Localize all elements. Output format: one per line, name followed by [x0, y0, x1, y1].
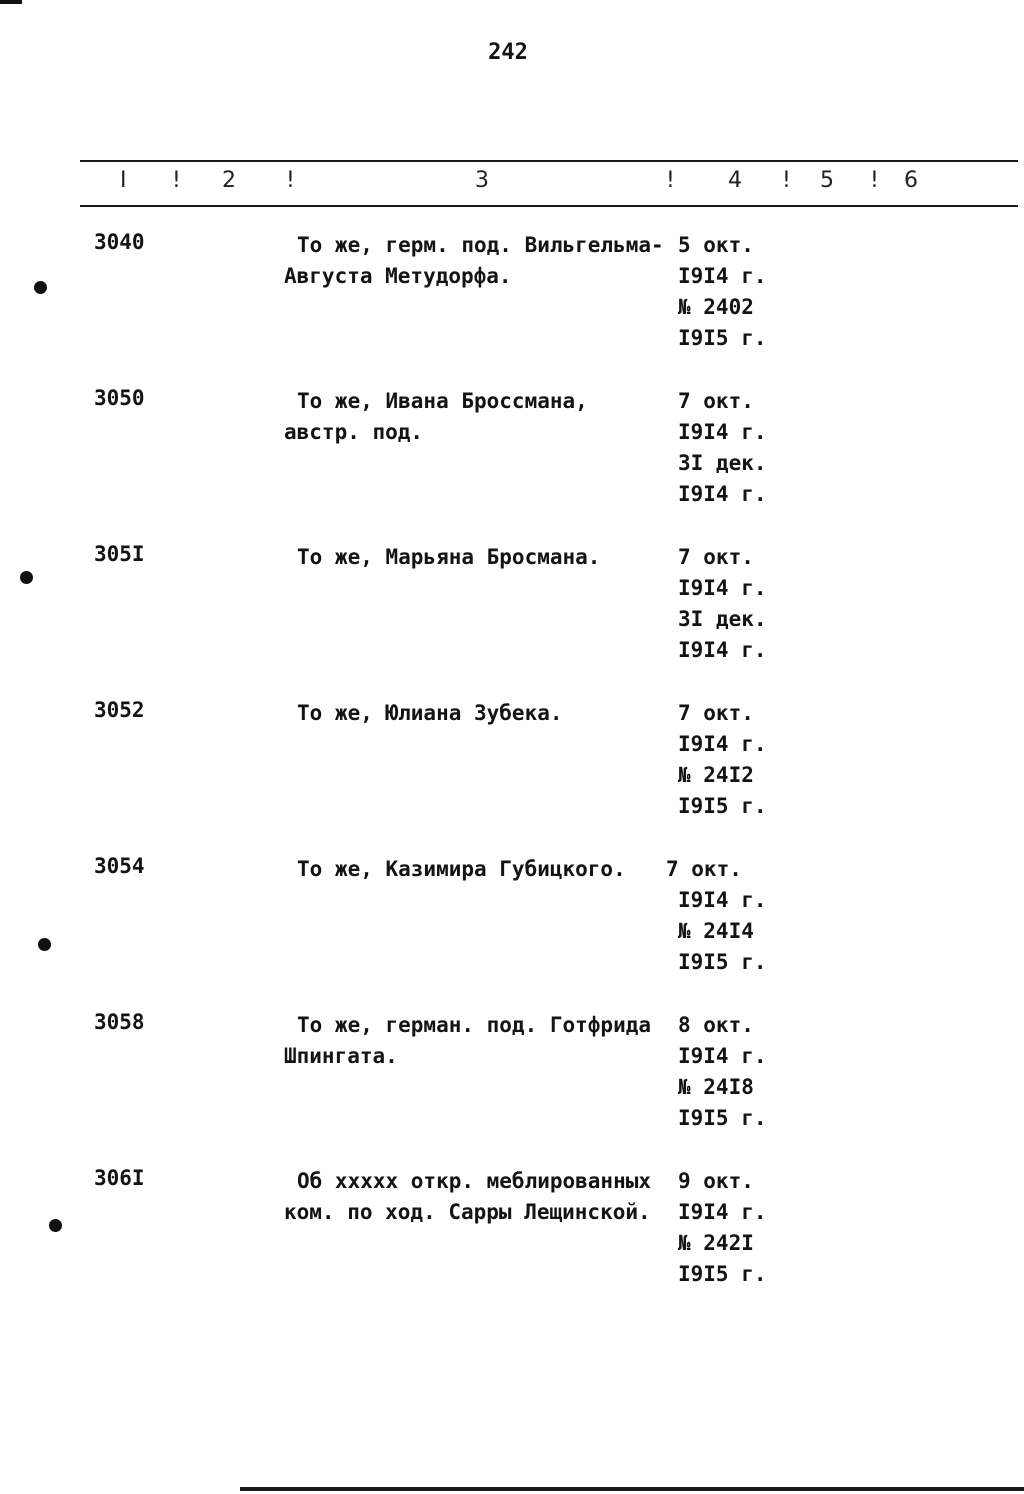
column-separator: ! [666, 168, 675, 193]
table-row [0, 1010, 1024, 1160]
column-header-6: 6 [904, 168, 918, 193]
column-header-5: 5 [820, 168, 834, 193]
record-dates [678, 1010, 767, 1134]
date-line: I9I4 г. [678, 732, 767, 756]
bottom-edge-rule [240, 1487, 1024, 1491]
table-row [0, 230, 1024, 380]
description-line: То же, Ивана Броссмана, [297, 389, 588, 413]
date-line: I9I5 г. [678, 794, 767, 818]
date-line: 7 окт. [666, 857, 742, 881]
column-separator: ! [870, 168, 879, 193]
date-line: I9I4 г. [678, 482, 767, 506]
record-number: 305I [94, 542, 145, 566]
date-line: I9I5 г. [678, 1106, 767, 1130]
date-line: № 24I4 [678, 919, 754, 943]
scan-corner-mark [0, 0, 22, 4]
record-dates [678, 698, 767, 822]
column-header-3: 3 [475, 168, 489, 193]
date-line: I9I5 г. [678, 950, 767, 974]
column-separator: ! [172, 168, 181, 193]
table-row [0, 542, 1024, 692]
date-line: 3I дек. [678, 607, 767, 631]
date-line: 5 окт. [678, 233, 754, 257]
description-line: То же, герман. под. Готфрида [297, 1013, 652, 1037]
binder-hole [49, 1219, 62, 1232]
record-dates [678, 230, 767, 354]
description-line: ком. по ход. Сарры Лещинской. [284, 1200, 651, 1224]
description-line: То же, Юлиана Зубека. [297, 701, 563, 725]
record-description [284, 542, 674, 573]
record-number: 3050 [94, 386, 145, 410]
date-line: 9 окт. [678, 1169, 754, 1193]
date-line: I9I5 г. [678, 1262, 767, 1286]
record-dates [678, 386, 767, 510]
column-header-2: 2 [222, 168, 236, 193]
page-number: 242 [488, 40, 528, 65]
record-dates [678, 1166, 767, 1290]
binder-hole [34, 281, 47, 294]
date-line: I9I4 г. [678, 576, 767, 600]
table-row [0, 698, 1024, 848]
record-description [284, 1166, 674, 1228]
column-header-1: I [120, 168, 127, 193]
table-row [0, 854, 1024, 1004]
date-line: I9I5 г. [678, 326, 767, 350]
record-description [284, 1010, 674, 1072]
column-header-4: 4 [728, 168, 742, 193]
column-separator: ! [782, 168, 791, 193]
record-dates [666, 854, 767, 978]
description-line: То же, Марьяна Бросмана. [297, 545, 601, 569]
description-line: То же, герм. под. Вильгельма- [297, 233, 664, 257]
date-line: 7 окт. [678, 389, 754, 413]
date-line: I9I4 г. [678, 1200, 767, 1224]
date-line: 3I дек. [678, 451, 767, 475]
date-line: № 24I2 [678, 763, 754, 787]
date-line: I9I4 г. [678, 420, 767, 444]
record-description [284, 386, 674, 448]
description-line: Августа Метудорфа. [284, 264, 512, 288]
date-line: 7 окт. [678, 545, 754, 569]
record-number: 3040 [94, 230, 145, 254]
record-description [284, 854, 674, 885]
binder-hole [38, 938, 51, 951]
table-header-rule [80, 205, 1018, 207]
table-row [0, 1166, 1024, 1316]
description-line: австр. под. [284, 420, 424, 444]
date-line: 7 окт. [678, 701, 754, 725]
record-dates [678, 542, 767, 666]
record-number: 3054 [94, 854, 145, 878]
date-line: I9I4 г. [678, 1044, 767, 1068]
description-line: То же, Казимира Губицкого. [297, 857, 626, 881]
description-line: Об ххххх откр. меблированных [297, 1169, 652, 1193]
binder-hole [20, 571, 33, 584]
table-top-rule [80, 160, 1018, 162]
record-number: 306I [94, 1166, 145, 1190]
record-description [284, 698, 674, 729]
record-number: 3058 [94, 1010, 145, 1034]
record-number: 3052 [94, 698, 145, 722]
date-line: 8 окт. [678, 1013, 754, 1037]
date-line: № 24I8 [678, 1075, 754, 1099]
record-description [284, 230, 674, 292]
date-line: № 2402 [678, 295, 754, 319]
date-line: I9I4 г. [678, 264, 767, 288]
column-separator: ! [286, 168, 295, 193]
date-line: № 242I [678, 1231, 754, 1255]
table-row [0, 386, 1024, 536]
date-line: I9I4 г. [678, 638, 767, 662]
date-line: I9I4 г. [678, 888, 767, 912]
description-line: Шпингата. [284, 1044, 398, 1068]
